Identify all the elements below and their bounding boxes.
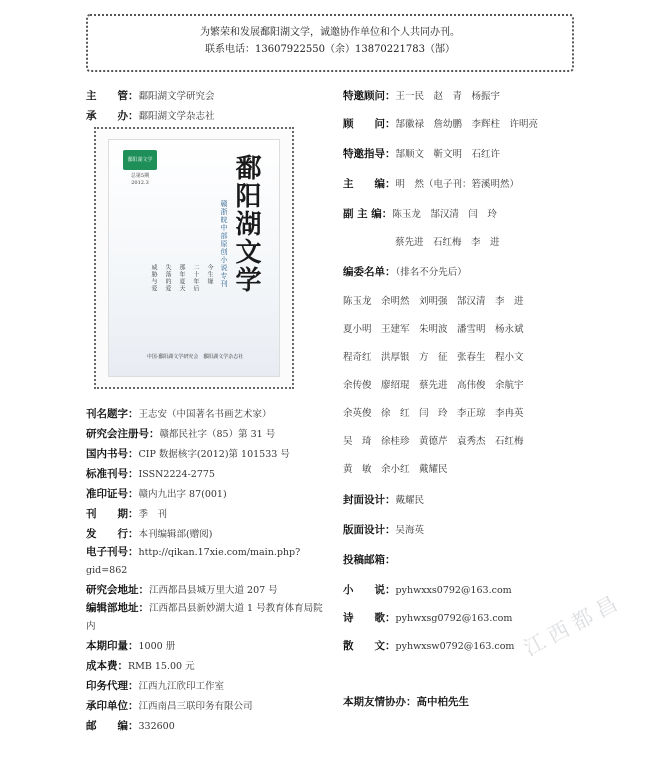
field-title-calligraphy: 刊名题字：王志安（中国著名书画艺术家） <box>86 408 272 420</box>
field-registration: 研究会注册号：赣都民社字（85）第 31 号 <box>86 428 276 440</box>
committee-member: 方 征 <box>419 352 448 363</box>
field-distribution: 发 行：本刊编辑部(赠阅) <box>86 528 213 540</box>
committee-row <box>343 461 583 475</box>
committee-row <box>343 349 583 363</box>
committee-member: 陈玉龙 <box>343 296 372 307</box>
field-editor-in-chief: 主 编：明 然（电子刊：箬溪明然） <box>343 178 520 190</box>
committee-member: 张春生 <box>457 352 486 363</box>
email-prose: 散 文：pyhwxsw0792@163.com <box>343 640 515 652</box>
field-issn: 标准刊号：ISSN2224-2775 <box>86 468 215 480</box>
committee-member: 余传俊 <box>343 380 372 391</box>
field-e-journal: 电子刊号：http://qikan.17xie.com/main.php?gid=862 <box>86 546 301 576</box>
committee-row <box>343 377 583 391</box>
field-deputy-editors-cont: 蔡先进 石红梅 李 进 <box>395 237 500 248</box>
cover-contents-item: 二十年后 <box>192 264 199 292</box>
committee-member: 刘明强 <box>419 296 448 307</box>
committee-member: 黄 敏 <box>343 464 372 475</box>
committee-row <box>343 321 583 335</box>
committee-member: 余明然 <box>381 296 410 307</box>
email-poetry: 诗 歌：pyhwxsg0792@163.com <box>343 612 513 624</box>
committee-member: 李冉英 <box>495 408 524 419</box>
field-cost: 成本费：RMB 15.00 元 <box>86 660 195 672</box>
cover-badge: 鄱阳湖文学 <box>123 150 157 170</box>
committee-member: 洪厚银 <box>381 352 410 363</box>
committee-member: 余小红 <box>381 464 410 475</box>
field-frequency: 刊 期：季 刊 <box>86 508 168 520</box>
committee-member: 戴耀民 <box>419 464 448 475</box>
committee-row <box>343 293 583 307</box>
field-postcode: 邮 编：332600 <box>86 720 175 732</box>
committee-member: 王建军 <box>381 324 410 335</box>
cover-contents-item: 那年夏天 <box>178 264 185 292</box>
cover-title: 鄱阳湖文学 <box>231 154 261 294</box>
committee-member: 程小文 <box>495 352 524 363</box>
committee-member: 高伟俊 <box>457 380 486 391</box>
cover-contents-item: 失落的爱 <box>164 264 171 292</box>
committee-member: 余航宇 <box>495 380 524 391</box>
field-cover-design: 封面设计：戴耀民 <box>343 494 425 506</box>
committee-member: 夏小明 <box>343 324 372 335</box>
committee-member: 杨永斌 <box>495 324 524 335</box>
committee-member: 廖绍琨 <box>381 380 410 391</box>
committee-member: 吴 琦 <box>343 436 372 447</box>
committee-member: 徐桂珍 <box>381 436 410 447</box>
committee-member: 徐 红 <box>381 408 410 419</box>
field-print-permit: 准印证号：赣内九出字 87(001) <box>86 488 227 500</box>
cover-contents <box>149 264 214 324</box>
field-deputy-editors: 副 主 编：陈玉龙 郜汉清 闫 玲 <box>343 208 497 220</box>
committee-member: 黄德芹 <box>419 436 448 447</box>
committee-row <box>343 405 583 419</box>
field-editorial-address: 编辑部地址：江西都昌县新妙湖大道 1 号教育体育局院内 <box>86 602 323 632</box>
field-layout-design: 版面设计：吴海英 <box>343 524 425 536</box>
committee-member: 余英俊 <box>343 408 372 419</box>
field-organizer: 承 办：鄱阳湖文学杂志社 <box>86 110 215 122</box>
field-print-run: 本期印量：1000 册 <box>86 640 176 652</box>
cover-issue-label: 总第5期 2012.3 <box>130 173 150 186</box>
committee-member: 潘雪明 <box>457 324 486 335</box>
cover-contents-item: 威胁与爱 <box>150 264 157 292</box>
field-special-guidance: 特邀指导：郜顺文 靳文明 石红许 <box>343 148 501 160</box>
submission-heading: 投稿邮箱： <box>343 554 396 566</box>
committee-member: 闫 玲 <box>419 408 448 419</box>
field-society-address: 研究会地址：江西都昌县城万里大道 207 号 <box>86 584 278 596</box>
committee-member: 程奇红 <box>343 352 372 363</box>
committee-member: 石红梅 <box>495 436 524 447</box>
committee-member: 蔡先进 <box>419 380 448 391</box>
committee-member: 李 进 <box>495 296 524 307</box>
notice-line-1: 为繁荣和发展鄱阳湖文学，诚邀协作单位和个人共同办刊。 <box>200 27 460 38</box>
field-print-agent: 印务代理：江西九江欣印工作室 <box>86 680 225 692</box>
cover-footer: 中国·鄱阳湖文学研究会 鄱阳湖文学杂志社 <box>146 354 244 360</box>
committee-heading: 编委名单：（排名不分先后） <box>343 266 467 278</box>
field-printer: 承印单位：江西南昌三联印务有限公司 <box>86 700 253 712</box>
field-consultants: 顾 问：郜徽禄 詹幼鹏 李辉柱 许明亮 <box>343 118 539 130</box>
cover-subtitle: 赣浙皖中部原创小说专刊 <box>220 200 228 288</box>
committee-member: 袁秀杰 <box>457 436 486 447</box>
watermark: 江西都昌 <box>519 588 627 661</box>
field-special-advisor: 特邀顾问：王一民 赵 青 杨振宇 <box>343 90 501 102</box>
committee-member: 李正琼 <box>457 408 486 419</box>
cover-contents-item: 今生缘 <box>206 264 213 285</box>
email-fiction: 小 说：pyhwxxs0792@163.com <box>343 584 512 596</box>
cover-artwork <box>108 139 280 377</box>
magazine-cover-image <box>94 127 294 389</box>
committee-member: 郜汉清 <box>457 296 486 307</box>
notice-box <box>86 14 574 72</box>
field-supervisor: 主 管：鄱阳湖文学研究会 <box>86 90 215 102</box>
committee-member: 朱明波 <box>419 324 448 335</box>
field-sponsor: 本期友情协办：高中柏先生 <box>343 696 469 708</box>
field-book-number: 国内书号：CIP 数据核字(2012)第 101533 号 <box>86 448 290 460</box>
notice-line-2: 联系电话：13607922550（余）13870221783（郜） <box>205 44 455 55</box>
committee-row <box>343 433 583 447</box>
